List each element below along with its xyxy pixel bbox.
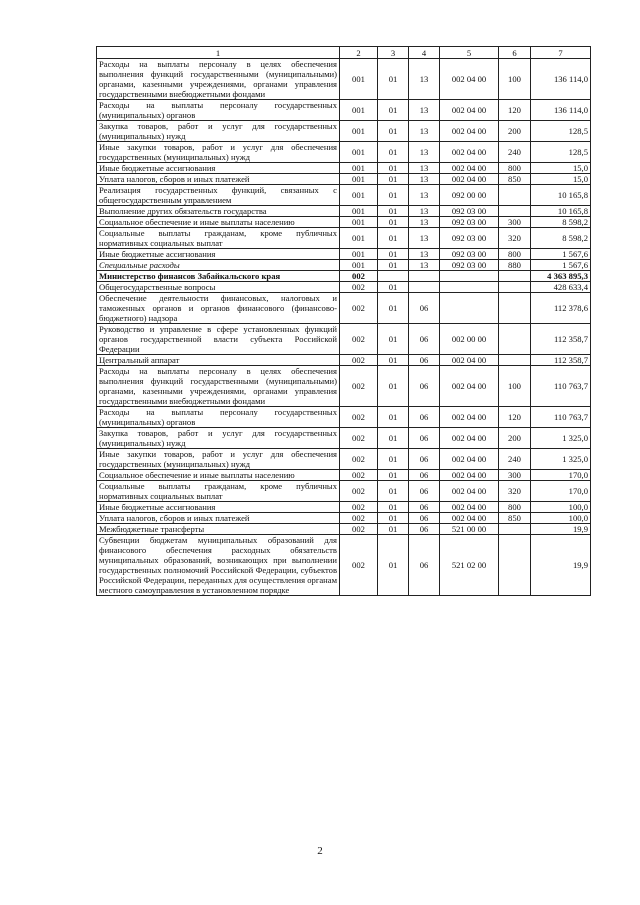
ministry-code-cell: 001 bbox=[340, 260, 378, 271]
ministry-code-cell: 001 bbox=[340, 100, 378, 121]
table-row bbox=[97, 293, 591, 324]
expense-type-cell: 200 bbox=[499, 428, 531, 449]
ministry-code-cell: 001 bbox=[340, 174, 378, 185]
row-name-cell: Специальные расходы bbox=[97, 260, 340, 271]
subsection-code-cell: 13 bbox=[409, 260, 440, 271]
amount-cell: 1 567,6 bbox=[531, 260, 591, 271]
expense-type-cell bbox=[499, 535, 531, 596]
target-article-cell: 002 04 00 bbox=[440, 121, 499, 142]
amount-cell: 1 325,0 bbox=[531, 428, 591, 449]
section-code-cell: 01 bbox=[378, 174, 409, 185]
table-row bbox=[97, 355, 591, 366]
subsection-code-cell: 13 bbox=[409, 142, 440, 163]
expense-type-cell: 850 bbox=[499, 174, 531, 185]
table-row bbox=[97, 260, 591, 271]
expense-type-cell: 850 bbox=[499, 513, 531, 524]
row-name-cell: Социальное обеспечение и иные выплаты населению bbox=[97, 217, 340, 228]
section-code-cell: 01 bbox=[378, 185, 409, 206]
subsection-code-cell: 06 bbox=[409, 428, 440, 449]
ministry-code-cell: 002 bbox=[340, 481, 378, 502]
target-article-cell: 092 03 00 bbox=[440, 249, 499, 260]
amount-cell: 128,5 bbox=[531, 142, 591, 163]
row-name-cell: Иные бюджетные ассигнования bbox=[97, 502, 340, 513]
target-article-cell: 002 04 00 bbox=[440, 502, 499, 513]
target-article-cell: 002 04 00 bbox=[440, 449, 499, 470]
target-article-cell: 002 04 00 bbox=[440, 428, 499, 449]
section-code-cell: 01 bbox=[378, 282, 409, 293]
row-name-cell: Иные бюджетные ассигнования bbox=[97, 163, 340, 174]
table-row bbox=[97, 100, 591, 121]
ministry-code-cell: 002 bbox=[340, 324, 378, 355]
subsection-code-cell: 13 bbox=[409, 59, 440, 100]
target-article-cell: 002 04 00 bbox=[440, 470, 499, 481]
row-name-cell: Социальные выплаты гражданам, кроме публичных нормативных социальных выплат bbox=[97, 481, 340, 502]
target-article-cell bbox=[440, 293, 499, 324]
amount-cell: 112 358,7 bbox=[531, 355, 591, 366]
table-row bbox=[97, 174, 591, 185]
target-article-cell: 002 04 00 bbox=[440, 142, 499, 163]
column-header: 1 bbox=[97, 47, 340, 59]
expense-type-cell bbox=[499, 355, 531, 366]
row-name-cell: Иные закупки товаров, работ и услуг для обеспечения государственных (муниципальных) нужд bbox=[97, 449, 340, 470]
expense-type-cell: 100 bbox=[499, 366, 531, 407]
target-article-cell: 002 04 00 bbox=[440, 174, 499, 185]
ministry-code-cell: 001 bbox=[340, 59, 378, 100]
target-article-cell: 002 04 00 bbox=[440, 481, 499, 502]
ministry-code-cell: 002 bbox=[340, 513, 378, 524]
ministry-code-cell: 002 bbox=[340, 293, 378, 324]
expense-type-cell: 800 bbox=[499, 502, 531, 513]
ministry-code-cell: 001 bbox=[340, 142, 378, 163]
section-code-cell: 01 bbox=[378, 206, 409, 217]
amount-cell: 136 114,0 bbox=[531, 100, 591, 121]
ministry-code-cell: 002 bbox=[340, 407, 378, 428]
subsection-code-cell bbox=[409, 271, 440, 282]
subsection-code-cell: 13 bbox=[409, 206, 440, 217]
table-row bbox=[97, 502, 591, 513]
subsection-code-cell: 06 bbox=[409, 355, 440, 366]
ministry-code-cell: 001 bbox=[340, 228, 378, 249]
row-name-cell: Субвенции бюджетам муниципальных образований для финансового обеспечения расходных обязательств муниципальных образований, возникающих при выполнении государственных полномочий Российской Федерации, субъектов Российской Федерации, переданных для осуществления органам местного самоуправления в установленном порядке bbox=[97, 535, 340, 596]
row-name-cell: Общегосударственные вопросы bbox=[97, 282, 340, 293]
row-name-cell: Руководство и управление в сфере установленных функций органов государственной власти субъекта Российской Федерации bbox=[97, 324, 340, 355]
table-row bbox=[97, 282, 591, 293]
expense-type-cell bbox=[499, 524, 531, 535]
amount-cell: 100,0 bbox=[531, 513, 591, 524]
amount-cell: 1 325,0 bbox=[531, 449, 591, 470]
table-row bbox=[97, 121, 591, 142]
subsection-code-cell: 06 bbox=[409, 324, 440, 355]
expense-type-cell bbox=[499, 282, 531, 293]
ministry-code-cell: 002 bbox=[340, 271, 378, 282]
amount-cell: 112 378,6 bbox=[531, 293, 591, 324]
row-name-cell: Иные бюджетные ассигнования bbox=[97, 249, 340, 260]
table-row bbox=[97, 535, 591, 596]
table-row bbox=[97, 513, 591, 524]
section-code-cell: 01 bbox=[378, 293, 409, 324]
section-code-cell: 01 bbox=[378, 535, 409, 596]
amount-cell: 15,0 bbox=[531, 163, 591, 174]
subsection-code-cell: 13 bbox=[409, 174, 440, 185]
ministry-code-cell: 002 bbox=[340, 355, 378, 366]
section-code-cell: 01 bbox=[378, 407, 409, 428]
expense-type-cell: 240 bbox=[499, 142, 531, 163]
expense-type-cell: 320 bbox=[499, 228, 531, 249]
section-code-cell: 01 bbox=[378, 470, 409, 481]
subsection-code-cell: 06 bbox=[409, 524, 440, 535]
section-code-cell: 01 bbox=[378, 366, 409, 407]
table-row bbox=[97, 481, 591, 502]
expense-type-cell: 120 bbox=[499, 100, 531, 121]
column-header: 7 bbox=[531, 47, 591, 59]
table-row bbox=[97, 449, 591, 470]
table-row bbox=[97, 324, 591, 355]
row-name-cell: Социальные выплаты гражданам, кроме публичных нормативных социальных выплат bbox=[97, 228, 340, 249]
ministry-code-cell: 001 bbox=[340, 121, 378, 142]
ministry-code-cell: 001 bbox=[340, 185, 378, 206]
row-name-cell: Социальное обеспечение и иные выплаты населению bbox=[97, 470, 340, 481]
amount-cell: 8 598,2 bbox=[531, 228, 591, 249]
row-name-cell: Межбюджетные трансферты bbox=[97, 524, 340, 535]
row-name-cell: Уплата налогов, сборов и иных платежей bbox=[97, 513, 340, 524]
section-code-cell: 01 bbox=[378, 163, 409, 174]
subsection-code-cell: 13 bbox=[409, 217, 440, 228]
section-code-cell: 01 bbox=[378, 355, 409, 366]
amount-cell: 110 763,7 bbox=[531, 366, 591, 407]
table-row bbox=[97, 428, 591, 449]
subsection-code-cell: 06 bbox=[409, 481, 440, 502]
subsection-code-cell: 13 bbox=[409, 249, 440, 260]
ministry-code-cell: 002 bbox=[340, 449, 378, 470]
expense-type-cell: 240 bbox=[499, 449, 531, 470]
section-code-cell: 01 bbox=[378, 524, 409, 535]
table-row bbox=[97, 271, 591, 282]
column-header: 4 bbox=[409, 47, 440, 59]
expense-type-cell: 120 bbox=[499, 407, 531, 428]
row-name-cell: Расходы на выплаты персоналу государственных (муниципальных) органов bbox=[97, 100, 340, 121]
target-article-cell: 002 04 00 bbox=[440, 513, 499, 524]
ministry-code-cell: 002 bbox=[340, 502, 378, 513]
table-body bbox=[97, 59, 591, 596]
row-name-cell: Министерство финансов Забайкальского края bbox=[97, 271, 340, 282]
subsection-code-cell: 13 bbox=[409, 121, 440, 142]
section-code-cell: 01 bbox=[378, 513, 409, 524]
column-header: 2 bbox=[340, 47, 378, 59]
section-code-cell: 01 bbox=[378, 217, 409, 228]
subsection-code-cell: 13 bbox=[409, 228, 440, 249]
table-row bbox=[97, 217, 591, 228]
row-name-cell: Расходы на выплаты персоналу в целях обеспечения выполнения функций государственными (муниципальными) органами, казенными учреждениями, органами управления государственными внебюджетными фондами bbox=[97, 366, 340, 407]
expense-type-cell: 200 bbox=[499, 121, 531, 142]
subsection-code-cell: 06 bbox=[409, 366, 440, 407]
section-code-cell: 01 bbox=[378, 502, 409, 513]
expense-type-cell bbox=[499, 271, 531, 282]
subsection-code-cell: 06 bbox=[409, 502, 440, 513]
expense-type-cell bbox=[499, 293, 531, 324]
target-article-cell bbox=[440, 271, 499, 282]
section-code-cell: 01 bbox=[378, 449, 409, 470]
amount-cell: 10 165,8 bbox=[531, 185, 591, 206]
expense-type-cell: 800 bbox=[499, 163, 531, 174]
target-article-cell bbox=[440, 282, 499, 293]
target-article-cell: 002 04 00 bbox=[440, 366, 499, 407]
ministry-code-cell: 002 bbox=[340, 366, 378, 407]
amount-cell: 136 114,0 bbox=[531, 59, 591, 100]
row-name-cell: Центральный аппарат bbox=[97, 355, 340, 366]
table-row bbox=[97, 228, 591, 249]
table-row bbox=[97, 142, 591, 163]
target-article-cell: 521 00 00 bbox=[440, 524, 499, 535]
row-name-cell: Закупка товаров, работ и услуг для государственных (муниципальных) нужд bbox=[97, 428, 340, 449]
amount-cell: 1 567,6 bbox=[531, 249, 591, 260]
expense-type-cell: 320 bbox=[499, 481, 531, 502]
row-name-cell: Реализация государственных функций, связанных с общегосударственным управлением bbox=[97, 185, 340, 206]
amount-cell: 128,5 bbox=[531, 121, 591, 142]
amount-cell: 19,9 bbox=[531, 535, 591, 596]
section-code-cell: 01 bbox=[378, 249, 409, 260]
ministry-code-cell: 001 bbox=[340, 217, 378, 228]
ministry-code-cell: 002 bbox=[340, 282, 378, 293]
section-code-cell: 01 bbox=[378, 59, 409, 100]
ministry-code-cell: 002 bbox=[340, 524, 378, 535]
ministry-code-cell: 002 bbox=[340, 428, 378, 449]
table-row bbox=[97, 524, 591, 535]
row-name-cell: Расходы на выплаты персоналу в целях обеспечения выполнения функций государственными (муниципальными) органами, казенными учреждениями, органами управления государственными внебюджетными фондами bbox=[97, 59, 340, 100]
column-header: 3 bbox=[378, 47, 409, 59]
section-code-cell: 01 bbox=[378, 100, 409, 121]
subsection-code-cell: 06 bbox=[409, 293, 440, 324]
amount-cell: 10 165,8 bbox=[531, 206, 591, 217]
amount-cell: 170,0 bbox=[531, 470, 591, 481]
budget-table bbox=[96, 46, 591, 596]
row-name-cell: Закупка товаров, работ и услуг для государственных (муниципальных) нужд bbox=[97, 121, 340, 142]
target-article-cell: 002 04 00 bbox=[440, 163, 499, 174]
ministry-code-cell: 001 bbox=[340, 163, 378, 174]
subsection-code-cell: 13 bbox=[409, 100, 440, 121]
header-row bbox=[97, 47, 591, 59]
subsection-code-cell: 06 bbox=[409, 449, 440, 470]
target-article-cell: 002 04 00 bbox=[440, 407, 499, 428]
expense-type-cell bbox=[499, 185, 531, 206]
table-row bbox=[97, 163, 591, 174]
target-article-cell: 002 00 00 bbox=[440, 324, 499, 355]
expense-type-cell: 880 bbox=[499, 260, 531, 271]
column-header: 5 bbox=[440, 47, 499, 59]
ministry-code-cell: 002 bbox=[340, 535, 378, 596]
amount-cell: 4 363 895,3 bbox=[531, 271, 591, 282]
amount-cell: 19,9 bbox=[531, 524, 591, 535]
expense-type-cell: 100 bbox=[499, 59, 531, 100]
target-article-cell: 092 03 00 bbox=[440, 228, 499, 249]
table-row bbox=[97, 366, 591, 407]
expense-type-cell bbox=[499, 324, 531, 355]
amount-cell: 428 633,4 bbox=[531, 282, 591, 293]
amount-cell: 100,0 bbox=[531, 502, 591, 513]
ministry-code-cell: 001 bbox=[340, 249, 378, 260]
section-code-cell: 01 bbox=[378, 121, 409, 142]
subsection-code-cell: 13 bbox=[409, 185, 440, 206]
amount-cell: 15,0 bbox=[531, 174, 591, 185]
subsection-code-cell: 06 bbox=[409, 513, 440, 524]
table-row bbox=[97, 206, 591, 217]
target-article-cell: 092 00 00 bbox=[440, 185, 499, 206]
section-code-cell: 01 bbox=[378, 428, 409, 449]
amount-cell: 110 763,7 bbox=[531, 407, 591, 428]
section-code-cell bbox=[378, 271, 409, 282]
target-article-cell: 092 03 00 bbox=[440, 206, 499, 217]
section-code-cell: 01 bbox=[378, 481, 409, 502]
target-article-cell: 521 02 00 bbox=[440, 535, 499, 596]
expense-type-cell: 300 bbox=[499, 470, 531, 481]
target-article-cell: 002 04 00 bbox=[440, 59, 499, 100]
target-article-cell: 002 04 00 bbox=[440, 100, 499, 121]
section-code-cell: 01 bbox=[378, 228, 409, 249]
row-name-cell: Уплата налогов, сборов и иных платежей bbox=[97, 174, 340, 185]
subsection-code-cell bbox=[409, 282, 440, 293]
table-row bbox=[97, 407, 591, 428]
row-name-cell: Иные закупки товаров, работ и услуг для обеспечения государственных (муниципальных) нужд bbox=[97, 142, 340, 163]
page-number: 2 bbox=[317, 845, 323, 857]
amount-cell: 8 598,2 bbox=[531, 217, 591, 228]
table-row bbox=[97, 185, 591, 206]
subsection-code-cell: 13 bbox=[409, 163, 440, 174]
table-row bbox=[97, 249, 591, 260]
row-name-cell: Расходы на выплаты персоналу государственных (муниципальных) органов bbox=[97, 407, 340, 428]
row-name-cell: Обеспечение деятельности финансовых, налоговых и таможенных органов и органов финансового (финансово-бюджетного) надзора bbox=[97, 293, 340, 324]
ministry-code-cell: 001 bbox=[340, 206, 378, 217]
table-row bbox=[97, 470, 591, 481]
target-article-cell: 092 03 00 bbox=[440, 217, 499, 228]
column-header: 6 bbox=[499, 47, 531, 59]
expense-type-cell: 300 bbox=[499, 217, 531, 228]
ministry-code-cell: 002 bbox=[340, 470, 378, 481]
expense-type-cell: 800 bbox=[499, 249, 531, 260]
target-article-cell: 002 04 00 bbox=[440, 355, 499, 366]
subsection-code-cell: 06 bbox=[409, 535, 440, 596]
amount-cell: 112 358,7 bbox=[531, 324, 591, 355]
amount-cell: 170,0 bbox=[531, 481, 591, 502]
section-code-cell: 01 bbox=[378, 324, 409, 355]
subsection-code-cell: 06 bbox=[409, 407, 440, 428]
target-article-cell: 092 03 00 bbox=[440, 260, 499, 271]
expense-type-cell bbox=[499, 206, 531, 217]
subsection-code-cell: 06 bbox=[409, 470, 440, 481]
row-name-cell: Выполнение других обязательств государства bbox=[97, 206, 340, 217]
section-code-cell: 01 bbox=[378, 260, 409, 271]
table-row bbox=[97, 59, 591, 100]
section-code-cell: 01 bbox=[378, 142, 409, 163]
